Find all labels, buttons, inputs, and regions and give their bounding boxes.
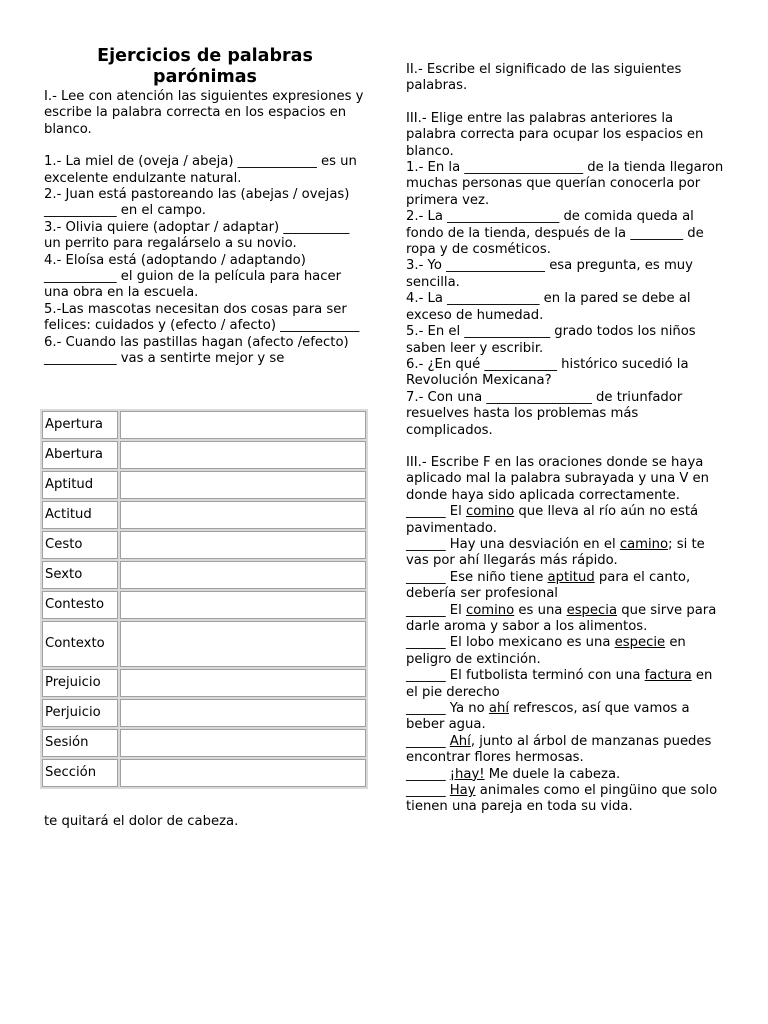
meaning-cell[interactable] xyxy=(120,411,366,439)
answer-blank: ______ xyxy=(406,635,446,651)
truefalse-item: ______ Ahí, junto al árbol de manzanas puedes encontrar flores hermosas. xyxy=(406,733,712,766)
truefalse-item: ______ Ya no ahí refrescos, así que vamos a beber agua. xyxy=(406,701,690,733)
exercise-item-5: 5.-Las mascotas necesitan dos cosas para ser felices: cuidados y (efecto / afecto) ____________ xyxy=(44,301,360,334)
table-row xyxy=(42,531,366,559)
truefalse-item: ______ Hay una desviación en el camino; si te vas por ahí llegarás más rápido. xyxy=(406,536,705,569)
table-row xyxy=(42,669,366,697)
table-row xyxy=(42,471,366,499)
underlined-word: factura xyxy=(644,668,692,684)
table-row xyxy=(42,561,366,589)
underlined-word: ahí xyxy=(488,701,509,717)
table-row xyxy=(42,699,366,727)
word-cell: Perjuicio xyxy=(42,699,118,727)
truefalse-item: ______ El comino es una especia que sirve para darle aroma y sabor a los alimentos. xyxy=(406,602,717,634)
underlined-word: especie xyxy=(614,635,666,651)
answer-blank: ______ xyxy=(406,602,446,618)
word-cell: Sexto xyxy=(42,561,118,589)
fill-item-1: 1.- En la __________________ de la tienda llegaron muchas personas que querían conocerla por primera vez. xyxy=(406,160,724,208)
answer-blank: ______ xyxy=(406,536,446,552)
answer-blank: ______ xyxy=(406,701,446,717)
section3-instructions: III.- Elige entre las palabras anteriores la palabra correcta para ocupar los espacios en blanco. xyxy=(406,110,704,159)
meaning-cell[interactable] xyxy=(120,471,366,499)
right-column xyxy=(406,62,726,816)
word-cell: Prejuicio xyxy=(42,669,118,697)
answer-blank: ______ xyxy=(406,733,446,749)
fill-item-6: 6.- ¿En qué ___________ histórico sucedió la Revolución Mexicana? xyxy=(406,356,689,389)
exercise-item-1: 1.- La miel de (oveja / abeja) ____________ es un excelente endulzante natural. xyxy=(44,154,357,186)
meaning-cell[interactable] xyxy=(120,669,366,697)
underlined-word: ¡hay! xyxy=(449,766,485,782)
word-cell: Apertura xyxy=(42,411,118,439)
exercise-item-4: 4.- Eloísa está (adoptando / adaptando) ___________ el guion de la película para hacer una obra en la escuela. xyxy=(44,252,342,301)
word-cell: Actitud xyxy=(42,501,118,529)
truefalse-item: ______ ¡hay! Me duele la cabeza. xyxy=(406,766,621,782)
meaning-cell[interactable] xyxy=(120,501,366,529)
fill-item-5: 5.- En el _____________ grado todos los niños saben leer y escribir. xyxy=(406,324,696,356)
word-cell: Contesto xyxy=(42,591,118,619)
word-cell: Cesto xyxy=(42,531,118,559)
fill-item-3: 3.- Yo _______________ esa pregunta, es muy sencilla. xyxy=(406,258,693,290)
underlined-word: aptitud xyxy=(547,569,595,585)
word-cell: Abertura xyxy=(42,441,118,469)
table-row xyxy=(42,759,366,787)
answer-blank: ______ xyxy=(406,504,446,520)
underlined-word: comino xyxy=(465,504,515,520)
meaning-cell[interactable] xyxy=(120,621,366,667)
truefalse-item: ______ El futbolista terminó con una factura en el pie derecho xyxy=(406,668,713,700)
word-cell: Aptitud xyxy=(42,471,118,499)
table-row xyxy=(42,501,366,529)
exercise-item-2: 2.- Juan está pastoreando las (abejas / ovejas) ___________ en el campo. xyxy=(44,187,350,219)
meaning-cell[interactable] xyxy=(120,729,366,757)
page-title: Ejercicios de palabras parónimas xyxy=(97,46,313,87)
meaning-cell[interactable] xyxy=(120,591,366,619)
underlined-word: Hay xyxy=(449,783,476,799)
exercise-item-6: 6.- Cuando las pastillas hagan (afecto /efecto) ___________ vas a sentirte mejor y se xyxy=(44,334,349,367)
word-cell: Sección xyxy=(42,759,118,787)
truefalse-item: ______ El comino que lleva al río aún no está pavimentado. xyxy=(406,504,699,536)
left-column xyxy=(44,46,366,368)
underlined-word: comino xyxy=(465,602,515,618)
word-cell: Sesión xyxy=(42,729,118,757)
vocabulary-table xyxy=(40,409,368,789)
section4-instructions: III.- Escribe F en las oraciones donde se haya aplicado mal la palabra subrayada y una V en donde haya sido aplicada correctamente. xyxy=(406,454,710,503)
meaning-cell[interactable] xyxy=(120,699,366,727)
underlined-word: Ahí xyxy=(449,733,471,749)
meaning-cell[interactable] xyxy=(120,531,366,559)
truefalse-item: ______ Ese niño tiene aptitud para el canto, debería ser profesional xyxy=(406,569,691,602)
fill-item-4: 4.- La ______________ en la pared se debe al exceso de humedad. xyxy=(406,291,691,323)
continuation-text: te quitará el dolor de cabeza. xyxy=(44,814,239,829)
underlined-word: especia xyxy=(566,602,618,618)
fill-item-2: 2.- La _________________ de comida queda al fondo de la tienda, después de la ________ de ropa y de cosméticos. xyxy=(406,209,704,258)
fill-item-7: 7.- Con una ________________ de triunfador resuelves hasta los problemas más complicados. xyxy=(406,389,683,438)
truefalse-item: ______ El lobo mexicano es una especie en peligro de extinción. xyxy=(406,635,686,667)
answer-blank: ______ xyxy=(406,766,446,782)
exercise-item-3: 3.- Olivia quiere (adoptar / adaptar) __________ un perrito para regalárselo a su novio. xyxy=(44,219,350,252)
section2-instructions: II.- Escribe el significado de las siguientes palabras. xyxy=(406,62,682,94)
word-cell: Contexto xyxy=(42,621,118,667)
table-row xyxy=(42,411,366,439)
meaning-cell[interactable] xyxy=(120,561,366,589)
table-row xyxy=(42,441,366,469)
meaning-cell[interactable] xyxy=(120,759,366,787)
section1-instructions: I.- Lee con atención las siguientes expresiones y escribe la palabra correcta en los espacios en blanco. xyxy=(44,89,364,137)
meaning-cell[interactable] xyxy=(120,441,366,469)
underlined-word: camino xyxy=(619,536,669,552)
table-row xyxy=(42,621,366,667)
truefalse-item: ______ Hay animales como el pingüino que solo tienen una pareja en toda su vida. xyxy=(406,783,718,815)
answer-blank: ______ xyxy=(406,668,446,684)
answer-blank: ______ xyxy=(406,569,446,585)
table-row xyxy=(42,729,366,757)
answer-blank: ______ xyxy=(406,783,446,799)
table-row xyxy=(42,591,366,619)
